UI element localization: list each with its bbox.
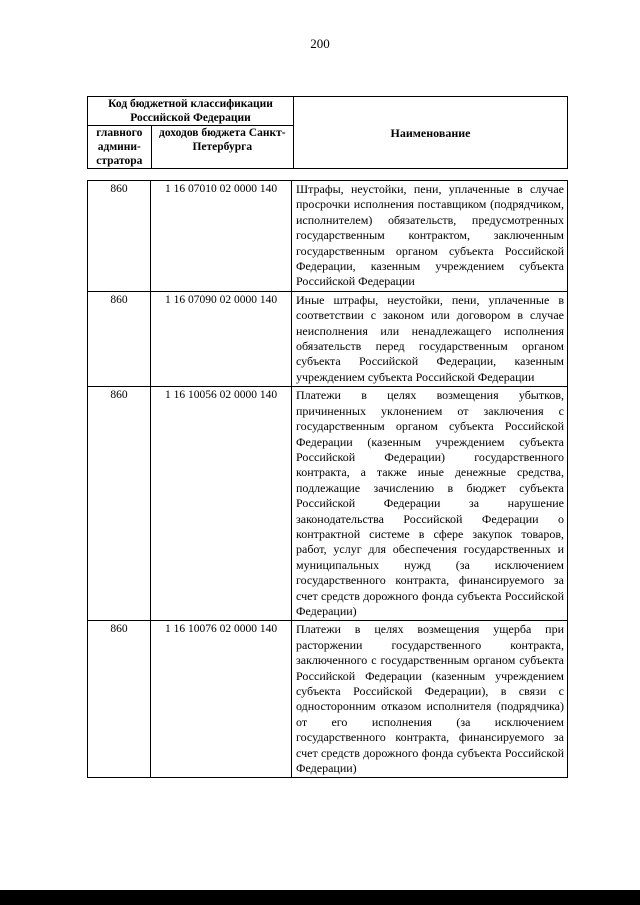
name-cell: Иные штрафы, неустойки, пени, уплаченные в соответствии с законом или договором в случае неисполнения или ненадлежащего исполнения обязательств перед государственным органом субъекта Российской Федерации, казенным учреждением субъекта Российской Федерации bbox=[292, 291, 568, 386]
name-cell: Штрафы, неустойки, пени, уплаченные в случае просрочки исполнения поставщиком (подрядчиком, исполнителем) обязательств, предусмотренных государственным контрактом, заключенным государственным органом субъекта Российской Федерации, казенным учреждением субъекта Российской Федерации bbox=[292, 181, 568, 292]
header-name-column: Наименование bbox=[294, 97, 568, 169]
admin-code-cell: 860 bbox=[88, 181, 151, 292]
header-group-title: Код бюджетной классификации Российской Федерации bbox=[88, 97, 294, 126]
header-admin-column: главного админи-стратора bbox=[88, 126, 152, 169]
admin-code-cell: 860 bbox=[88, 291, 151, 386]
revenue-code-cell: 1 16 07090 02 0000 140 bbox=[151, 291, 292, 386]
table-row bbox=[88, 181, 568, 292]
admin-code-cell: 860 bbox=[88, 621, 151, 778]
name-cell: Платежи в целях возмещения ущерба при расторжении государственного контракта, заключенного с государственным органом субъекта Российской Федерации (казенным учреждением субъекта Российской Федерации), в связи с односторонним отказом исполнителя (подрядчика) от его исполнения (за исключением государственного контракта, финансируемого за счет средств дорожного фонда субъекта Российской Федерации) bbox=[292, 621, 568, 778]
admin-code-cell: 860 bbox=[88, 387, 151, 621]
header-code-column: доходов бюджета Санкт-Петербурга bbox=[151, 126, 293, 169]
table-row bbox=[88, 621, 568, 778]
revenue-code-cell: 1 16 10076 02 0000 140 bbox=[151, 621, 292, 778]
table-header bbox=[87, 96, 568, 169]
revenue-code-cell: 1 16 07010 02 0000 140 bbox=[151, 181, 292, 292]
table-row bbox=[88, 387, 568, 621]
table-row bbox=[88, 291, 568, 386]
scan-bottom-edge bbox=[0, 890, 640, 905]
classification-table bbox=[87, 180, 568, 778]
revenue-code-cell: 1 16 10056 02 0000 140 bbox=[151, 387, 292, 621]
name-cell: Платежи в целях возмещения убытков, причиненных уклонением от заключения с государственным органом субъекта Российской Федерации (казенным учреждением субъекта Российской Федерации) государственного контракта, а также иные денежные средства, подлежащие зачислению в бюджет субъекта Российской Федерации за нарушение законодательства Российской Федерации о контрактной системе в сфере закупок товаров, работ, услуг для обеспечения государственных и муниципальных нужд (за исключением государственного контракта, финансируемого за счет средств дорожного фонда субъекта Российской Федерации) bbox=[292, 387, 568, 621]
page-number: 200 bbox=[310, 36, 330, 51]
